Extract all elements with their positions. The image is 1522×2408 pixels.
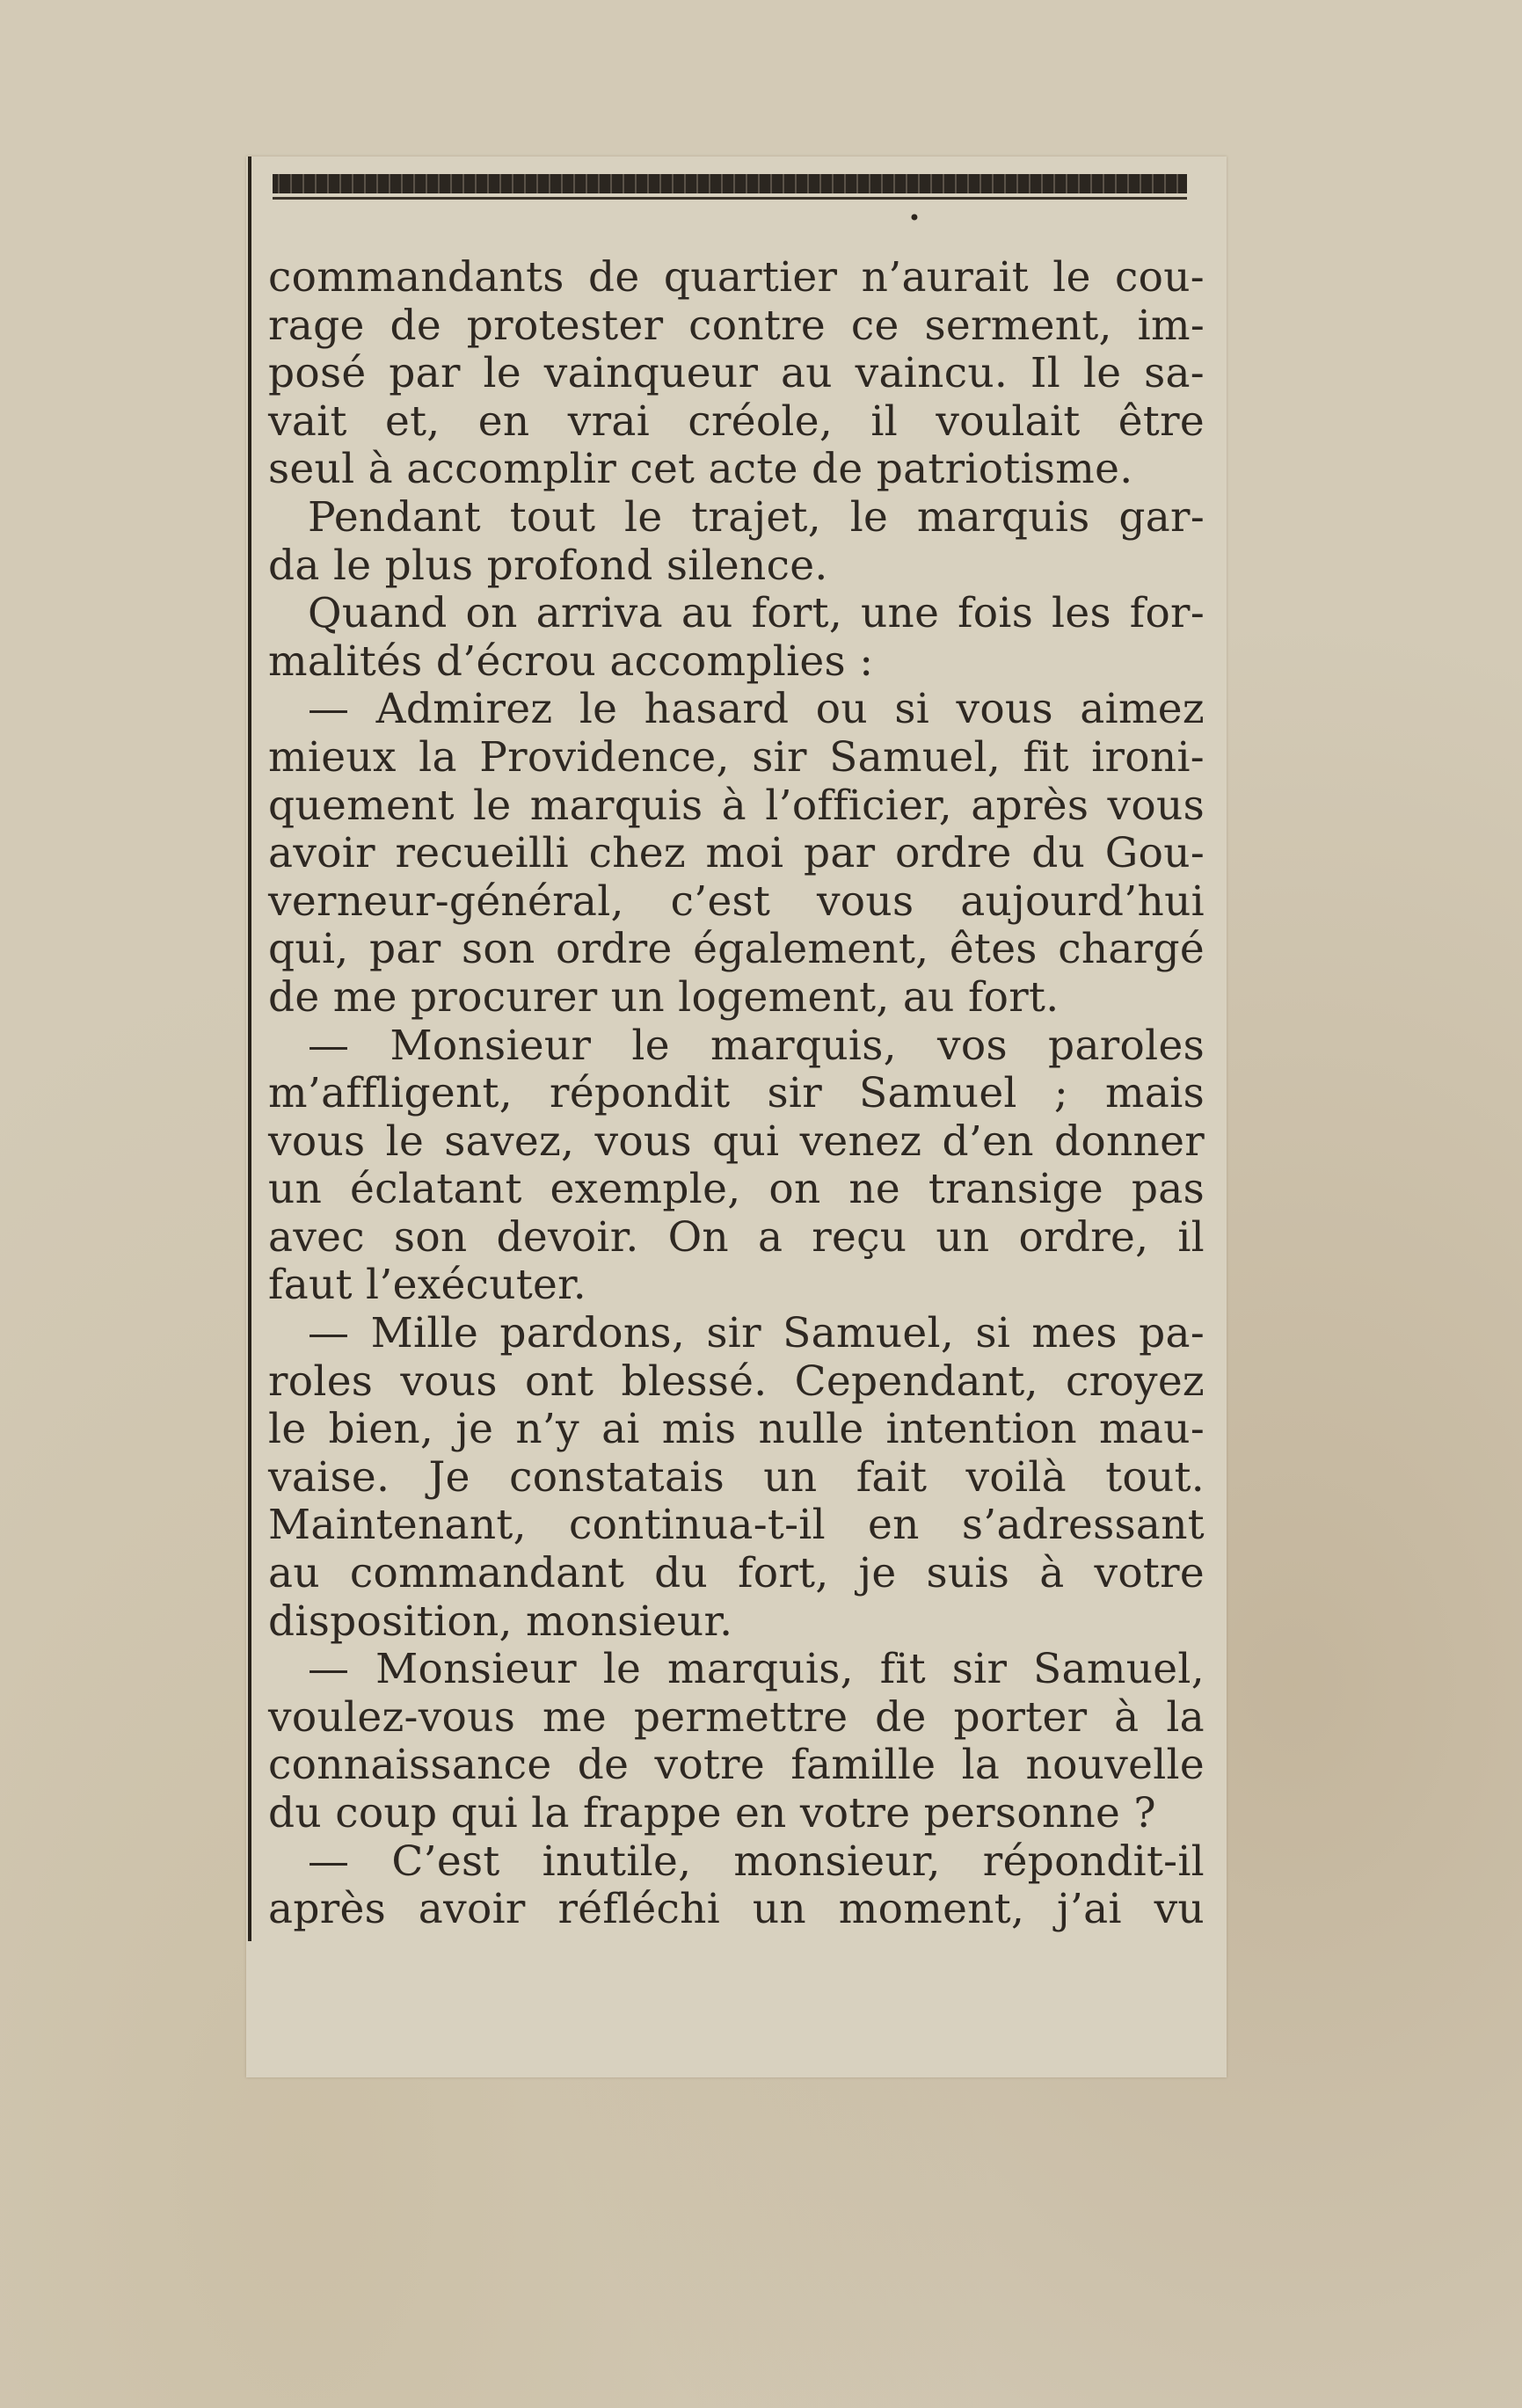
- article-line: vous le savez, vous qui venez d’en donner: [268, 1117, 1205, 1166]
- article-line: seul à accomplir cet acte de patriotisme.: [268, 445, 1133, 494]
- article-line: vaise. Je constatais un fait voilà tout.: [268, 1452, 1205, 1502]
- article-line: roles vous ont blessé. Cependant, croyez: [268, 1357, 1205, 1406]
- article-line: disposition, monsieur.: [268, 1597, 733, 1646]
- article-line: — Admirez le hasard ou si vous aimez: [308, 685, 1205, 734]
- article-line: du coup qui la frappe en votre personne ?: [268, 1789, 1156, 1837]
- article-line: le bien, je n’y ai mis nulle intention mau-: [268, 1405, 1205, 1454]
- header-rule: [273, 174, 1187, 193]
- article-line: faut l’exécuter.: [268, 1261, 586, 1310]
- article-line: qui, par son ordre également, êtes chargé: [268, 925, 1205, 974]
- article-line: malités d’écrou accomplies :: [268, 637, 874, 686]
- article-line: quement le marquis à l’officier, après vous: [268, 781, 1205, 830]
- article-line: un éclatant exemple, on ne transige pas: [268, 1165, 1205, 1214]
- article-line: connaissance de votre famille la nouvelle: [268, 1741, 1205, 1790]
- ornament-dot: •: [907, 206, 921, 230]
- article-line: au commandant du fort, je suis à votre: [268, 1549, 1205, 1598]
- article-line: — Mille pardons, sir Samuel, si mes pa-: [308, 1309, 1205, 1358]
- article-text-column: [268, 254, 1205, 1934]
- article-line: posé par le vainqueur au vaincu. Il le sa-: [268, 349, 1205, 398]
- article-line: — Monsieur le marquis, fit sir Samuel,: [308, 1645, 1205, 1694]
- article-line: Pendant tout le trajet, le marquis gar-: [308, 492, 1205, 542]
- article-line: après avoir réfléchi un moment, j’ai vu: [268, 1885, 1205, 1934]
- article-line: mieux la Providence, sir Samuel, fit ironi-: [268, 732, 1205, 782]
- article-line: m’affligent, répondit sir Samuel ; mais: [268, 1069, 1205, 1118]
- article-line: vait et, en vrai créole, il voulait être: [268, 396, 1205, 446]
- column-margin-rule: [248, 156, 251, 1941]
- article-line: verneur-général, c’est vous aujourd’hui: [268, 877, 1205, 926]
- article-line: de me procurer un logement, au fort.: [268, 972, 1060, 1022]
- article-line: Maintenant, continua-t-il en s’adressant: [268, 1501, 1205, 1550]
- article-line: Quand on arriva au fort, une fois les for-: [308, 589, 1205, 638]
- article-line: avoir recueilli chez moi par ordre du Gou-: [268, 829, 1205, 878]
- article-line: rage de protester contre ce serment, im-: [268, 301, 1205, 350]
- article-line: voulez-vous me permettre de porter à la: [268, 1692, 1205, 1742]
- article-line: — C’est inutile, monsieur, répondit-il: [308, 1837, 1205, 1886]
- article-line: commandants de quartier n’aurait le cou-: [268, 253, 1205, 302]
- article-line: da le plus profond silence.: [268, 541, 828, 590]
- article-line: — Monsieur le marquis, vos paroles: [308, 1021, 1205, 1070]
- header-rule-thin: [273, 197, 1187, 200]
- article-line: avec son devoir. On a reçu un ordre, il: [268, 1212, 1205, 1262]
